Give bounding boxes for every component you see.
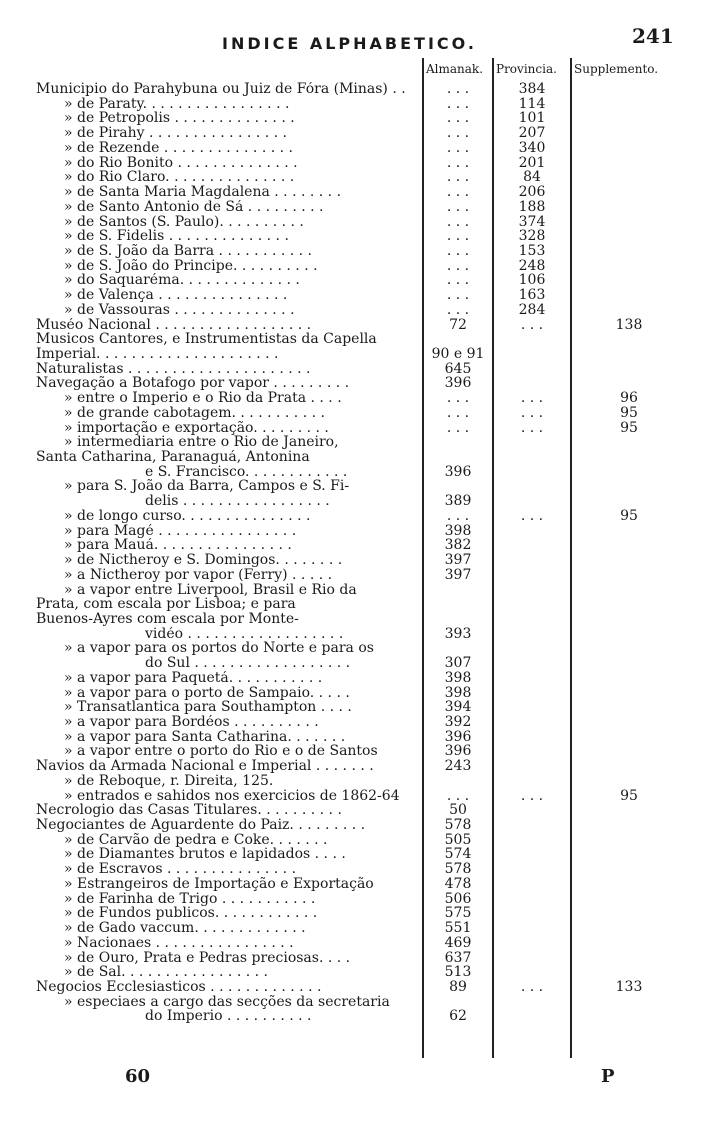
entry-text: » de S. Fidelis . . . . . . . . . . . . . . — [64, 229, 289, 244]
entry-text: » para Magé . . . . . . . . . . . . . . . . — [64, 523, 297, 538]
index-row — [0, 273, 715, 287]
almanak-ref: . . . — [446, 287, 470, 304]
almanak-ref: 397 — [444, 552, 472, 568]
entry-text: » a vapor entre Liverpool, Brasil e Rio da — [64, 582, 357, 597]
provincia-ref: . . . — [520, 787, 544, 804]
entry-text: Prata, com escala por Lisboa; e para — [36, 597, 296, 612]
supplemento-ref: 95 — [620, 787, 638, 804]
entry-text: » de Carvão de pedra e Coke. . . . . . . — [64, 832, 328, 847]
almanak-ref: 645 — [444, 360, 472, 377]
provincia-ref: 201 — [518, 154, 546, 171]
index-row — [0, 847, 715, 861]
almanak-ref: 574 — [444, 846, 472, 863]
index-row — [0, 818, 715, 832]
index-row — [0, 877, 715, 891]
index-row — [0, 1009, 715, 1023]
almanak-ref: 394 — [444, 699, 472, 716]
provincia-ref: 284 — [518, 301, 546, 318]
almanak-ref: 50 — [449, 802, 467, 819]
entry-text: » de longo curso. . . . . . . . . . . . . . . — [64, 508, 311, 523]
provincia-ref: 188 — [518, 198, 546, 215]
entry-text: » Nacionaes . . . . . . . . . . . . . . . . — [64, 935, 294, 950]
entry-text: » de S. João da Barra . . . . . . . . . . . — [64, 243, 313, 258]
almanak-ref: . . . — [446, 787, 470, 804]
entry-text: » a vapor para Paquetá. . . . . . . . . . . — [64, 670, 323, 685]
provincia-ref: 207 — [518, 125, 546, 142]
almanak-ref: . . . — [446, 419, 470, 436]
almanak-ref: . . . — [446, 139, 470, 156]
entry-text: » para Mauá. . . . . . . . . . . . . . . . — [64, 538, 292, 553]
index-row — [0, 627, 715, 641]
almanak-ref: 513 — [444, 964, 472, 981]
index-row — [0, 906, 715, 920]
index-row — [0, 111, 715, 125]
entry-text: Navegação a Botafogo por vapor . . . . . . . . . — [36, 376, 350, 391]
entry-text: Navios da Armada Nacional e Imperial . . . . . . . — [36, 759, 374, 774]
almanak-ref: 397 — [444, 566, 472, 583]
entry-text: » de S. João do Principe. . . . . . . . . . — [64, 258, 318, 273]
index-row — [0, 715, 715, 729]
entry-text: » do Rio Claro. . . . . . . . . . . . . . . — [64, 170, 295, 185]
index-row — [0, 82, 715, 96]
entry-text: » de Nictheroy e S. Domingos. . . . . . . . — [64, 553, 343, 567]
almanak-ref: . . . — [446, 169, 470, 186]
supplemento-ref: 138 — [615, 316, 643, 333]
entry-text: Muséo Nacional . . . . . . . . . . . . . . . . . . — [36, 317, 312, 332]
entry-text: » de grande cabotagem. . . . . . . . . . . — [64, 405, 325, 420]
entry-text: Naturalistas . . . . . . . . . . . . . . . . . . . . . — [36, 361, 311, 376]
provincia-ref: 384 — [518, 81, 546, 97]
index-row — [0, 435, 715, 449]
index-row — [0, 170, 715, 184]
index-row — [0, 936, 715, 950]
provincia-ref: . . . — [520, 404, 544, 421]
entry-text: vidéo . . . . . . . . . . . . . . . . . . — [145, 626, 344, 641]
provincia-ref: . . . — [520, 978, 544, 995]
index-row — [0, 244, 715, 258]
column-header-almanak: Almanak. — [426, 62, 484, 76]
index-row — [0, 509, 715, 523]
almanak-ref: 469 — [444, 934, 472, 951]
supplemento-ref: 95 — [620, 404, 638, 421]
entry-text: Santa Catharina, Paranaguá, Antonina — [36, 450, 310, 464]
entry-text: » de Paraty. . . . . . . . . . . . . . . . . — [64, 96, 290, 111]
almanak-ref: . . . — [446, 272, 470, 289]
almanak-ref: 398 — [444, 684, 472, 701]
entry-text: » de Ouro, Prata e Pedras preciosas. . . . — [64, 950, 351, 965]
index-row — [0, 730, 715, 744]
index-row — [0, 833, 715, 847]
entry-text: » a vapor para os portos do Norte e para os — [64, 641, 374, 656]
index-row — [0, 347, 715, 361]
entry-text: » intermediaria entre o Rio de Janeiro, — [64, 435, 339, 450]
supplemento-ref: 133 — [615, 978, 643, 995]
almanak-ref: 382 — [444, 537, 472, 554]
almanak-ref: . . . — [446, 213, 470, 230]
provincia-ref: . . . — [520, 419, 544, 436]
provincia-ref: 101 — [518, 110, 546, 127]
entry-text: » especiaes a cargo das secções da secretaria — [64, 994, 390, 1009]
entry-text: » de Farinha de Trigo . . . . . . . . . . . — [64, 891, 316, 906]
entry-text: » para S. João da Barra, Campos e S. Fi- — [64, 479, 350, 494]
index-row — [0, 524, 715, 538]
entry-text: » a vapor para Bordéos . . . . . . . . . . — [64, 715, 319, 729]
index-row — [0, 494, 715, 508]
almanak-ref: 505 — [444, 831, 472, 848]
provincia-ref: 153 — [518, 242, 546, 259]
almanak-ref: 396 — [444, 743, 472, 760]
almanak-ref: 578 — [444, 861, 472, 878]
index-row — [0, 421, 715, 435]
almanak-ref: . . . — [446, 507, 470, 524]
entry-text: Municipio do Parahybuna ou Juiz de Fóra (Minas) . . — [36, 82, 406, 96]
almanak-ref: 578 — [444, 817, 472, 833]
index-row — [0, 686, 715, 700]
index-row — [0, 921, 715, 935]
page-title: INDICE ALPHABETICO. — [222, 34, 477, 53]
index-row — [0, 641, 715, 655]
entry-text: do Imperio . . . . . . . . . . — [145, 1009, 312, 1024]
index-row — [0, 744, 715, 758]
index-row — [0, 892, 715, 906]
entry-text: » a vapor para Santa Catharina. . . . . . . — [64, 729, 346, 744]
entry-text: » de Diamantes brutos e lapidados . . . . — [64, 847, 346, 862]
almanak-ref: 90 e 91 — [431, 346, 485, 362]
supplemento-ref: 96 — [620, 390, 638, 407]
entry-text: do Sul . . . . . . . . . . . . . . . . . . — [145, 656, 351, 671]
index-row — [0, 862, 715, 876]
provincia-ref: 163 — [518, 287, 546, 304]
almanak-ref: . . . — [446, 81, 470, 97]
provincia-ref: . . . — [520, 390, 544, 407]
almanak-ref: . . . — [446, 301, 470, 318]
almanak-ref: 506 — [444, 890, 472, 907]
entry-text: » a vapor entre o porto do Rio e o de Santos — [64, 744, 378, 759]
entry-text: » entre o Imperio e o Rio da Prata . . . . — [64, 391, 342, 406]
supplemento-ref: 95 — [620, 419, 638, 436]
entry-text: » do Rio Bonito . . . . . . . . . . . . . . — [64, 155, 298, 170]
provincia-ref: 374 — [518, 213, 546, 230]
almanak-ref: 89 — [449, 978, 467, 995]
almanak-ref: 62 — [449, 1008, 467, 1025]
catchword: P — [601, 1066, 615, 1087]
almanak-ref: . . . — [446, 125, 470, 142]
page-number: 241 — [632, 24, 674, 48]
index-row — [0, 200, 715, 214]
index-row — [0, 671, 715, 685]
almanak-ref: 392 — [444, 714, 472, 730]
index-row — [0, 553, 715, 567]
almanak-ref: 396 — [444, 463, 472, 480]
almanak-ref: . . . — [446, 257, 470, 274]
entry-text: » de Petropolis . . . . . . . . . . . . . . — [64, 111, 295, 126]
provincia-ref: 84 — [523, 169, 541, 186]
almanak-ref: . . . — [446, 110, 470, 127]
almanak-ref: 243 — [444, 758, 472, 775]
entry-text: e S. Francisco. . . . . . . . . . . . — [145, 464, 348, 479]
entry-text: » Transatlantica para Southampton . . . . — [64, 700, 352, 715]
index-row — [0, 156, 715, 170]
index-row — [0, 700, 715, 714]
almanak-ref: 398 — [444, 522, 472, 539]
provincia-ref: 114 — [518, 95, 546, 112]
entry-text: delis . . . . . . . . . . . . . . . . . — [145, 494, 330, 509]
index-row — [0, 597, 715, 611]
index-row — [0, 656, 715, 670]
index-row — [0, 376, 715, 390]
almanak-ref: 389 — [444, 493, 472, 510]
entry-text: Negocios Ecclesiasticos . . . . . . . . . . . . . — [36, 979, 322, 994]
entry-text: » de Santo Antonio de Sá . . . . . . . . . — [64, 199, 324, 214]
entry-text: Musicos Cantores, e Instrumentistas da Capella — [36, 332, 377, 347]
entry-text: » de Gado vaccum. . . . . . . . . . . . . — [64, 921, 306, 935]
index-row — [0, 612, 715, 626]
column-header-provincia: Provincia. — [496, 62, 557, 76]
almanak-ref: 637 — [444, 949, 472, 966]
index-row — [0, 450, 715, 464]
entry-text: » de Santa Maria Magdalena . . . . . . . . — [64, 185, 342, 199]
almanak-ref: 307 — [444, 655, 472, 672]
index-row — [0, 789, 715, 803]
entry-text: Buenos-Ayres com escala por Monte- — [36, 611, 299, 626]
index-row — [0, 391, 715, 405]
entry-text: » do Saquaréma. . . . . . . . . . . . . . — [64, 273, 300, 288]
almanak-ref: . . . — [446, 242, 470, 259]
index-row — [0, 803, 715, 817]
entry-text: Necrologio das Casas Titulares. . . . . . . . . . — [36, 803, 342, 818]
entry-text: » de Vassouras . . . . . . . . . . . . . . — [64, 302, 295, 317]
index-row — [0, 185, 715, 199]
index-row — [0, 303, 715, 317]
index-row — [0, 141, 715, 155]
almanak-ref: . . . — [446, 404, 470, 421]
provincia-ref: 106 — [518, 272, 546, 289]
index-row — [0, 126, 715, 140]
entry-text: Imperial. . . . . . . . . . . . . . . . . . . . . — [36, 347, 279, 361]
index-row — [0, 759, 715, 773]
entry-text: » de Valença . . . . . . . . . . . . . . . — [64, 288, 288, 303]
almanak-ref: . . . — [446, 390, 470, 407]
column-header-supplemento: Supplemento. — [574, 62, 659, 76]
almanak-ref: . . . — [446, 198, 470, 215]
index-row — [0, 995, 715, 1009]
index-row — [0, 479, 715, 493]
index-row — [0, 465, 715, 479]
entry-text: » de Reboque, r. Direita, 125. — [64, 773, 274, 788]
index-row — [0, 288, 715, 302]
entry-text: Negociantes de Aguardente do Paiz. . . . . . . . . — [36, 818, 366, 832]
signature-mark: 60 — [125, 1066, 151, 1087]
index-row — [0, 332, 715, 346]
entry-text: » de Santos (S. Paulo). . . . . . . . . . — [64, 214, 304, 229]
entry-text: » a Nictheroy por vapor (Ferry) . . . . . — [64, 567, 333, 582]
entry-text: » de Escravos . . . . . . . . . . . . . . . — [64, 862, 297, 877]
entry-text: » a vapor para o porto de Sampaio. . . . . — [64, 685, 350, 700]
almanak-ref: 478 — [444, 875, 472, 892]
index-row — [0, 259, 715, 273]
provincia-ref: 206 — [518, 184, 546, 200]
provincia-ref: 328 — [518, 228, 546, 245]
almanak-ref: . . . — [446, 228, 470, 245]
almanak-ref: 396 — [444, 728, 472, 745]
index-row — [0, 774, 715, 788]
index-row — [0, 568, 715, 582]
entry-text: » de Pirahy . . . . . . . . . . . . . . . . — [64, 126, 287, 141]
provincia-ref: 248 — [518, 257, 546, 274]
almanak-ref: 396 — [444, 375, 472, 392]
almanak-ref: 551 — [444, 920, 472, 936]
provincia-ref: . . . — [520, 507, 544, 524]
entry-text: » de Fundos publicos. . . . . . . . . . . . — [64, 906, 318, 921]
index-row — [0, 951, 715, 965]
index-row — [0, 965, 715, 979]
almanak-ref: . . . — [446, 154, 470, 171]
index-row — [0, 980, 715, 994]
entry-text: » de Rezende . . . . . . . . . . . . . . . — [64, 140, 293, 155]
index-row — [0, 229, 715, 243]
index-row — [0, 215, 715, 229]
index-row — [0, 583, 715, 597]
index-row — [0, 362, 715, 376]
index-row — [0, 318, 715, 332]
almanak-ref: . . . — [446, 95, 470, 112]
provincia-ref: 340 — [518, 139, 546, 156]
entry-text: » entrados e sahidos nos exercicios de 1862-64 — [64, 788, 400, 803]
index-row — [0, 406, 715, 420]
almanak-ref: 398 — [444, 669, 472, 686]
almanak-ref: 72 — [449, 316, 467, 333]
almanak-ref: 393 — [444, 625, 472, 642]
provincia-ref: . . . — [520, 316, 544, 333]
entry-text: » importação e exportação. . . . . . . . . — [64, 420, 329, 435]
supplemento-ref: 95 — [620, 507, 638, 524]
entry-text: » Estrangeiros de Importação e Exportação — [64, 876, 374, 891]
almanak-ref: 575 — [444, 905, 472, 922]
almanak-ref: . . . — [446, 184, 470, 200]
entry-text: » de Sal. . . . . . . . . . . . . . . . . — [64, 965, 268, 980]
index-row — [0, 97, 715, 111]
index-row — [0, 538, 715, 552]
